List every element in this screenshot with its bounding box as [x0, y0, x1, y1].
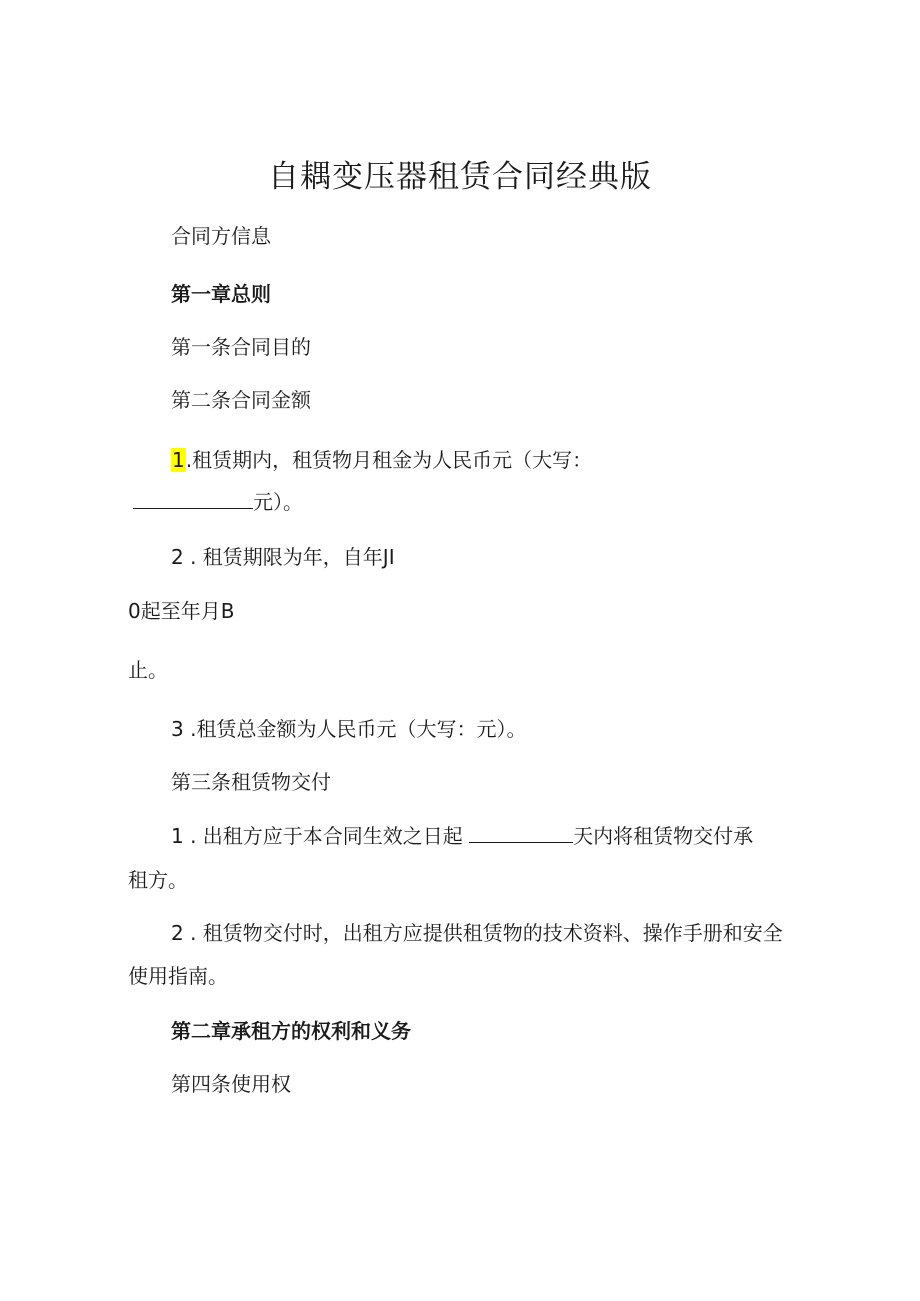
article-2-item-2: 2 . 租赁期限为年，自年JI	[171, 545, 395, 569]
article-2-item-1-text: .租赁期内，租赁物月租金为人民币元（大写：	[185, 448, 593, 472]
article-1-heading: 第一条合同目的	[171, 335, 311, 359]
article-4-heading: 第四条使用权	[171, 1072, 291, 1096]
article-2-item-1-cont-text: 元）。	[253, 490, 303, 514]
article-2-item-1-continuation	[133, 488, 303, 516]
article-3-item-1-text-b: 天内将租赁物交付承	[573, 824, 754, 848]
chapter-2-heading: 第二章承租方的权利和义务	[171, 1019, 411, 1043]
article-3-item-1-text-a: 1 . 出租方应于本合同生效之日起	[171, 824, 463, 848]
fill-in-blank	[133, 488, 253, 509]
article-3-item-1	[171, 822, 753, 850]
article-2-item-1	[171, 446, 592, 474]
article-2-item-3: 3 .租赁总金额为人民币元（大写：元）。	[171, 717, 527, 741]
chapter-1-heading: 第一章总则	[171, 282, 271, 306]
article-3-item-1-continuation: 租方。	[128, 868, 188, 892]
article-2-item-2-continuation: 0起至年月B	[128, 599, 235, 623]
highlighted-item-number: 1	[172, 448, 185, 472]
document-title: 自耦变压器租赁合同经典版	[268, 159, 652, 195]
article-2-item-2-end: 止。	[128, 658, 168, 682]
party-info-heading: 合同方信息	[171, 224, 271, 248]
article-3-item-2: 2 . 租赁物交付时，出租方应提供租赁物的技术资料、操作手册和安全	[171, 921, 783, 945]
article-3-item-2-continuation: 使用指南。	[128, 964, 228, 988]
article-2-heading: 第二条合同金额	[171, 388, 311, 412]
fill-in-blank	[469, 822, 573, 843]
article-3-heading: 第三条租赁物交付	[171, 770, 331, 794]
